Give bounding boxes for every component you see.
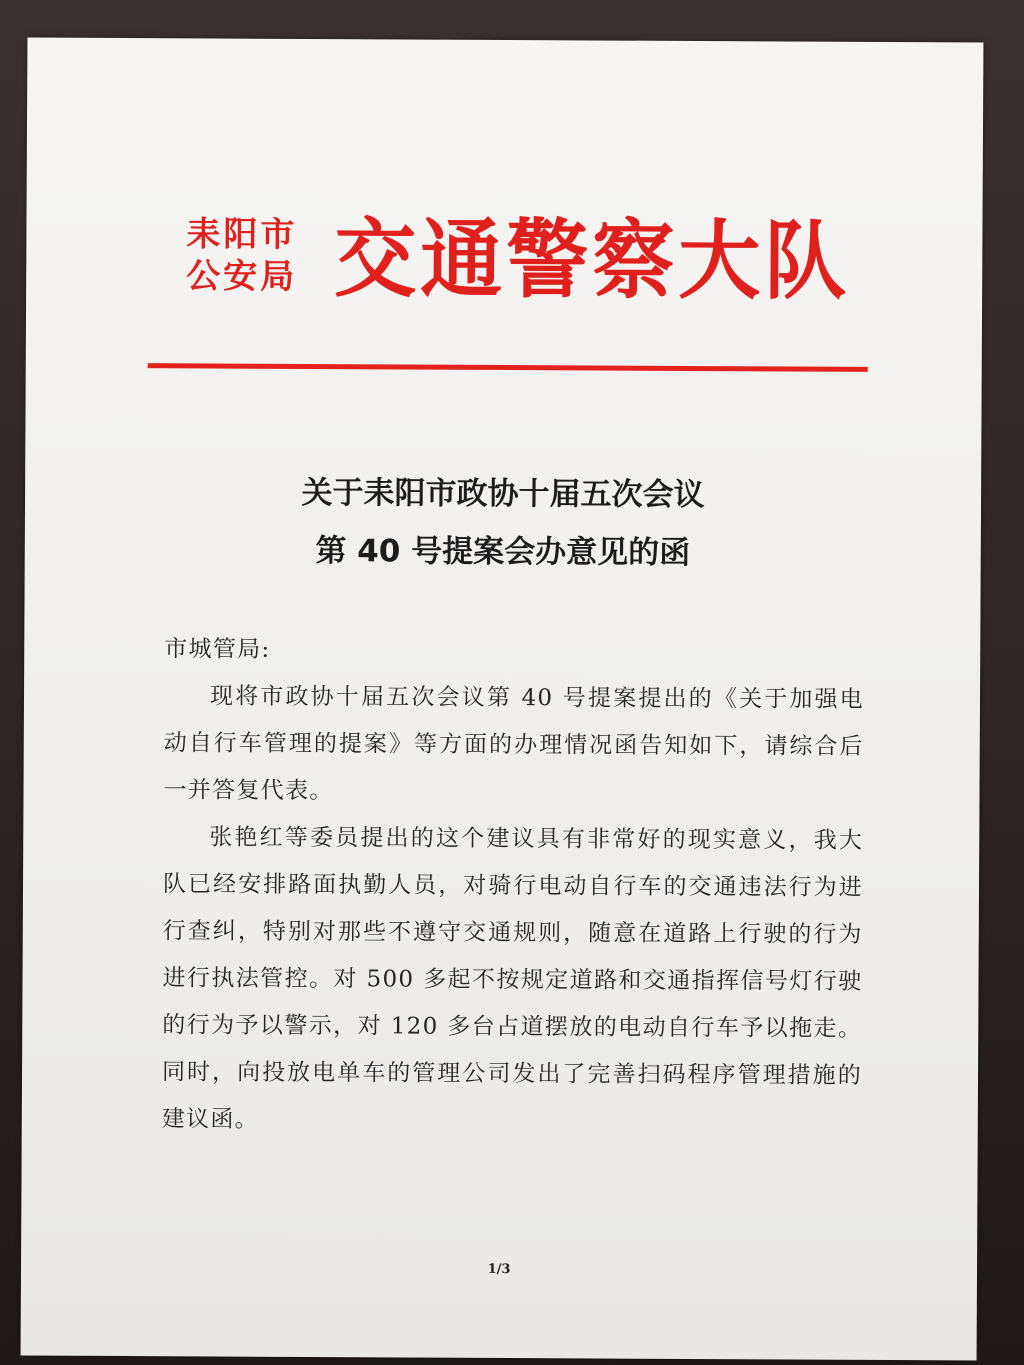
letterhead-org-line1: 耒阳市 <box>186 214 298 255</box>
letterhead <box>186 208 887 357</box>
body-paragraph-2: 张艳红等委员提出的这个建议具有非常好的现实意义，我大队已经安排路面执勤人员，对骑行电动自行车的交通违法行为进行查纠，特别对那些不遵守交通规则，随意在道路上行驶的行为进行执法管控。对 500 多起不按规定道路和交通指挥信号灯行驶的行为予以警示，对 120 多台占道摆放的电动自行车予以拖走。同时，向投放电单车的管理公司发出了完善扫码程序管理措施的建议函。 <box>161 824 864 1133</box>
letterhead-divider <box>148 363 868 372</box>
letterhead-org-line2: 公安局 <box>186 256 298 297</box>
document-title-line2: 第 40 号提案会办意见的函 <box>315 533 691 571</box>
letterhead-unit-name: 交通警察大队 <box>334 208 851 313</box>
salutation: 市城管局: <box>164 636 271 663</box>
document-body <box>162 626 865 1147</box>
document-page <box>21 38 984 1361</box>
body-paragraph-1: 现将市政协十届五次会议第 40 号提案提出的《关于加强电动自行车管理的提案》等方面的办理情况函告知如下，请综合后一并答复代表。 <box>163 683 865 805</box>
letterhead-organization <box>186 213 297 298</box>
page-number: 1/3 <box>487 1261 511 1278</box>
document-title-line1: 关于耒阳市政协十届五次会议 <box>301 474 705 514</box>
